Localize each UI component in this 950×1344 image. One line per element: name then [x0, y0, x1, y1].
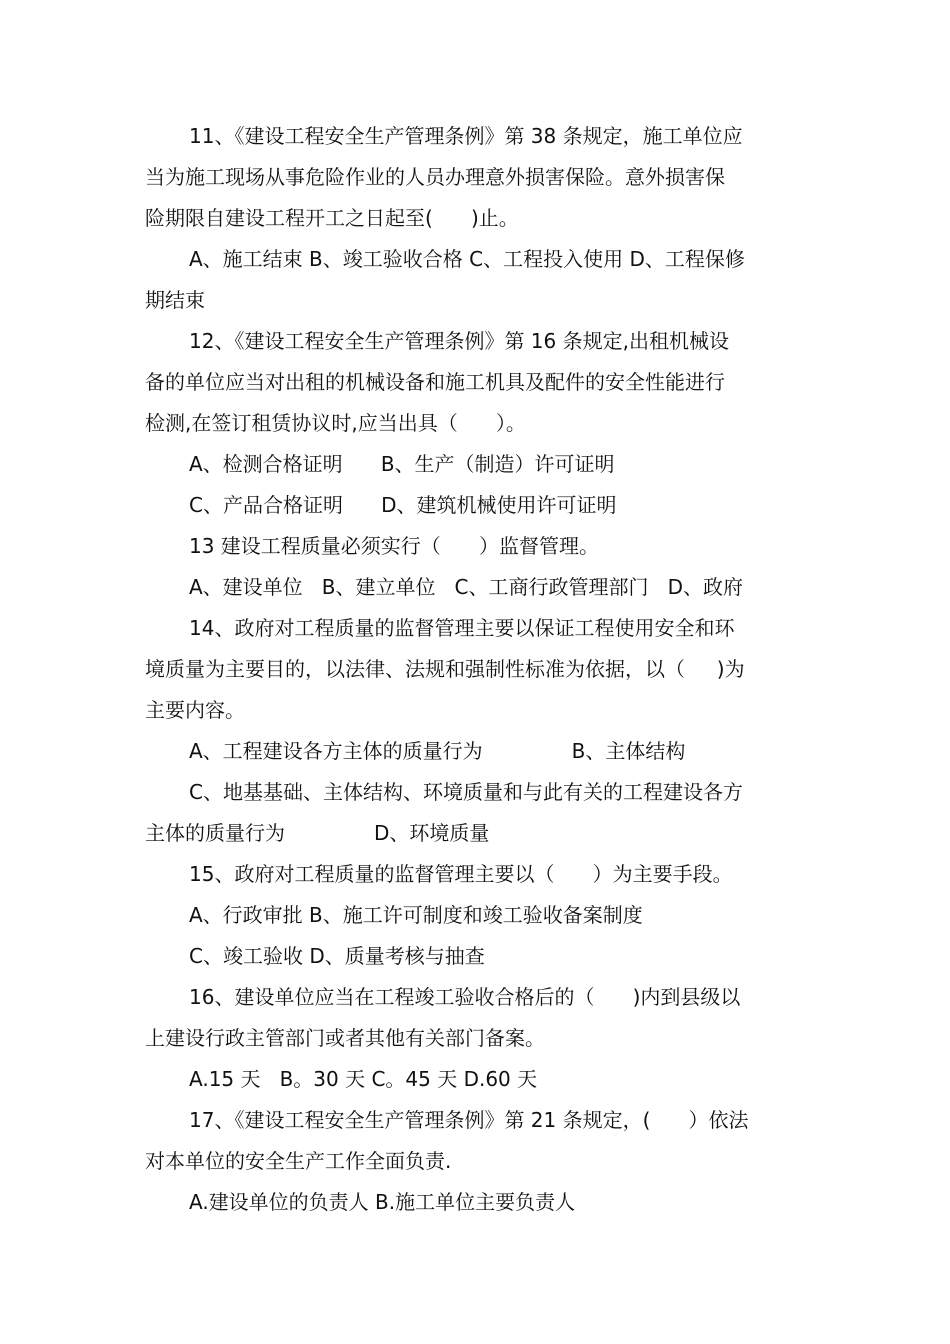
- text-line: 15、政府对工程质量的监督管理主要以（ ）为主要手段。: [189, 862, 733, 886]
- text-line: 险期限自建设工程开工之日起至( )止。: [145, 206, 519, 230]
- text-line: A、行政审批 B、施工许可制度和竣工验收备案制度: [189, 903, 643, 927]
- text-line: 16、建设单位应当在工程竣工验收合格后的（ )内到县级以: [189, 985, 741, 1009]
- text-line: 境质量为主要目的，以法律、法规和强制性标准为依据，以（ )为: [145, 657, 745, 681]
- text-line: 备的单位应当对出租的机械设备和施工机具及配件的安全性能进行: [145, 370, 725, 394]
- text-line: 11、《建设工程安全生产管理条例》第 38 条规定，施工单位应: [189, 124, 743, 148]
- document-body: [145, 116, 809, 1223]
- text-line: 主要内容。: [145, 698, 245, 722]
- text-line: C、地基基础、主体结构、环境质量和与此有关的工程建设各方: [189, 780, 743, 804]
- text-line: 12、《建设工程安全生产管理条例》第 16 条规定,出租机械设: [189, 329, 729, 353]
- text-line: A、施工结束 B、竣工验收合格 C、工程投入使用 D、工程保修: [189, 247, 745, 271]
- text-line: 当为施工现场从事危险作业的人员办理意外损害保险。意外损害保: [145, 165, 725, 189]
- text-line: 14、政府对工程质量的监督管理主要以保证工程使用安全和环: [189, 616, 735, 640]
- text-line: C、竣工验收 D、质量考核与抽查: [189, 944, 485, 968]
- text-line: 17、《建设工程安全生产管理条例》第 21 条规定，( ）依法: [189, 1108, 749, 1132]
- text-line: A.建设单位的负责人 B.施工单位主要负责人: [189, 1190, 576, 1214]
- text-line: 13 建设工程质量必须实行（ ）监督管理。: [189, 534, 599, 558]
- text-line: 检测,在签订租赁协议时,应当出具（ ）。: [145, 411, 526, 435]
- text-line: A、检测合格证明 B、生产（制造）许可证明: [189, 452, 615, 476]
- text-line: A、工程建设各方主体的质量行为 B、主体结构: [189, 739, 686, 763]
- text-line: C、产品合格证明 D、建筑机械使用许可证明: [189, 493, 617, 517]
- text-line: 主体的质量行为 D、环境质量: [145, 821, 490, 845]
- text-line: 对本单位的安全生产工作全面负责.: [145, 1149, 452, 1173]
- text-line: 期结束: [145, 288, 205, 312]
- text-line: 上建设行政主管部门或者其他有关部门备案。: [145, 1026, 545, 1050]
- text-line: A、建设单位 B、建立单位 C、工商行政管理部门 D、政府: [189, 575, 743, 599]
- text-line: A.15 天 B。30 天 C。45 天 D.60 天: [189, 1067, 538, 1091]
